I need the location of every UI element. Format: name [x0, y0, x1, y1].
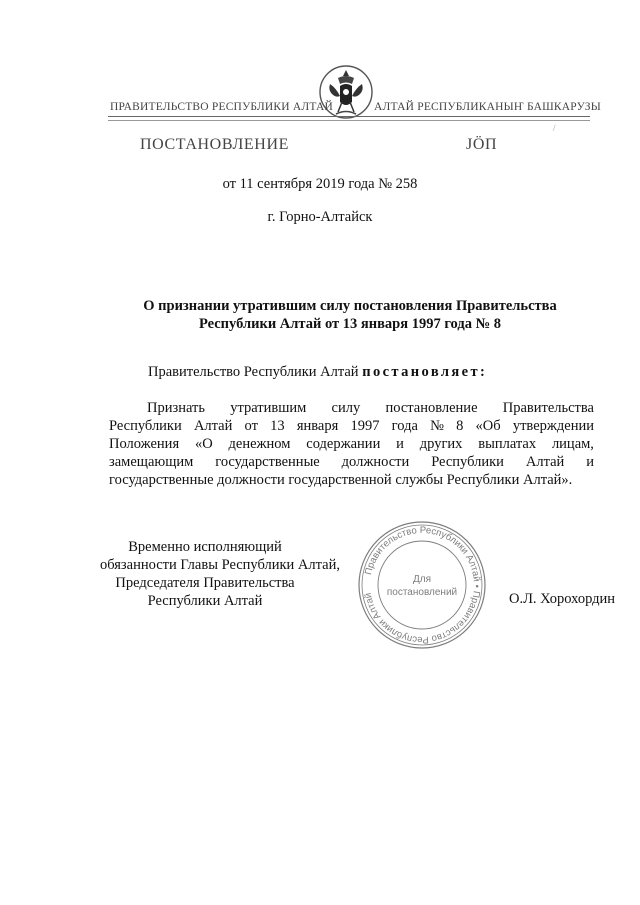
paragraph-word: должности — [341, 454, 410, 470]
preamble-verb: постановляет: — [362, 364, 488, 380]
document-type-altai: ЈÖП — [466, 136, 498, 153]
paragraph-word: января — [296, 418, 339, 434]
paragraph-word: замещающим — [109, 454, 194, 470]
paragraph-word: выплатах — [478, 436, 537, 452]
signatory-title-line: Республики Алтай — [147, 593, 263, 609]
paragraph-word: и — [396, 436, 404, 452]
government-name-altai: АЛТАЙ РЕСПУБЛИКАНЫҤ БАШКАРУЗЫ — [374, 101, 601, 113]
signatory-name: О.Л. Хорохордин — [509, 591, 616, 607]
paragraph-word: утверждении — [512, 418, 594, 434]
paragraph-line — [109, 399, 594, 417]
paragraph-word: 8 — [456, 418, 464, 434]
paragraph-line: государственные должности государственной службы Республики Алтай». — [109, 472, 573, 488]
stamp-center-line: постановлений — [386, 587, 458, 598]
paragraph-word: от — [244, 418, 258, 434]
document-date-number: от 11 сентября 2019 года № 258 — [222, 176, 418, 192]
signatory-title-line: Председателя Правительства — [115, 575, 295, 591]
stamp-ring-text: Правительство Республики Алтай • Правительство Республики Алтай — [362, 524, 483, 646]
paragraph-word: силу — [331, 400, 361, 416]
paragraph-word: утратившим — [230, 400, 307, 416]
signatory-title-line: обязанности Главы Республики Алтай, — [100, 557, 340, 573]
paragraph-line — [109, 417, 594, 435]
paragraph-word: постановление — [385, 400, 478, 416]
paragraph-word: Республики — [109, 418, 182, 434]
government-name-russian: ПРАВИТЕЛЬСТВО РЕСПУБЛИКИ АЛТАЙ — [110, 101, 334, 113]
paragraph-word: № — [430, 418, 444, 434]
paragraph-word: Республики — [431, 454, 504, 470]
paragraph-word: года — [391, 418, 418, 434]
header-rule-secondary — [108, 120, 590, 121]
paragraph-line — [109, 435, 594, 453]
document-title-line: О признании утратившим силу постановления Правительства — [143, 298, 557, 314]
paragraph-word: Положения — [109, 436, 180, 452]
paragraph-word: содержании — [306, 436, 381, 452]
document-title — [100, 297, 600, 333]
stamp-center-line: Для — [412, 574, 432, 585]
paragraph-word: лицам, — [551, 436, 594, 452]
paragraph-word: 1997 — [350, 418, 380, 434]
paragraph-word: Алтай — [525, 454, 565, 470]
paragraph-line — [109, 453, 594, 471]
paragraph-word: Алтай — [193, 418, 233, 434]
decree-paragraph — [109, 399, 594, 489]
paragraph-word: Правительства — [502, 400, 594, 416]
header-rule — [108, 116, 590, 117]
paragraph-word: денежном — [228, 436, 291, 452]
document-title-line: Республики Алтай от 13 января 1997 года № 8 — [198, 316, 502, 332]
signatory-title — [100, 538, 340, 610]
paragraph-word: других — [419, 436, 463, 452]
scan-mark: / — [553, 123, 556, 133]
official-stamp — [356, 519, 488, 651]
paragraph-word: государственные — [215, 454, 320, 470]
paragraph-word: и — [586, 454, 594, 470]
coat-of-arms-icon — [318, 62, 374, 122]
document-type-russian: ПОСТАНОВЛЕНИЕ — [140, 136, 289, 153]
paragraph-word: «Об — [475, 418, 501, 434]
signatory-title-line: Временно исполняющий — [128, 539, 282, 555]
paragraph-word: «О — [194, 436, 213, 452]
preamble — [148, 364, 487, 381]
paragraph-word: Признать — [147, 400, 205, 416]
preamble-subject: Правительство Республики Алтай — [148, 364, 359, 380]
document-city: г. Горно-Алтайск — [267, 209, 373, 225]
paragraph-word: 13 — [270, 418, 285, 434]
